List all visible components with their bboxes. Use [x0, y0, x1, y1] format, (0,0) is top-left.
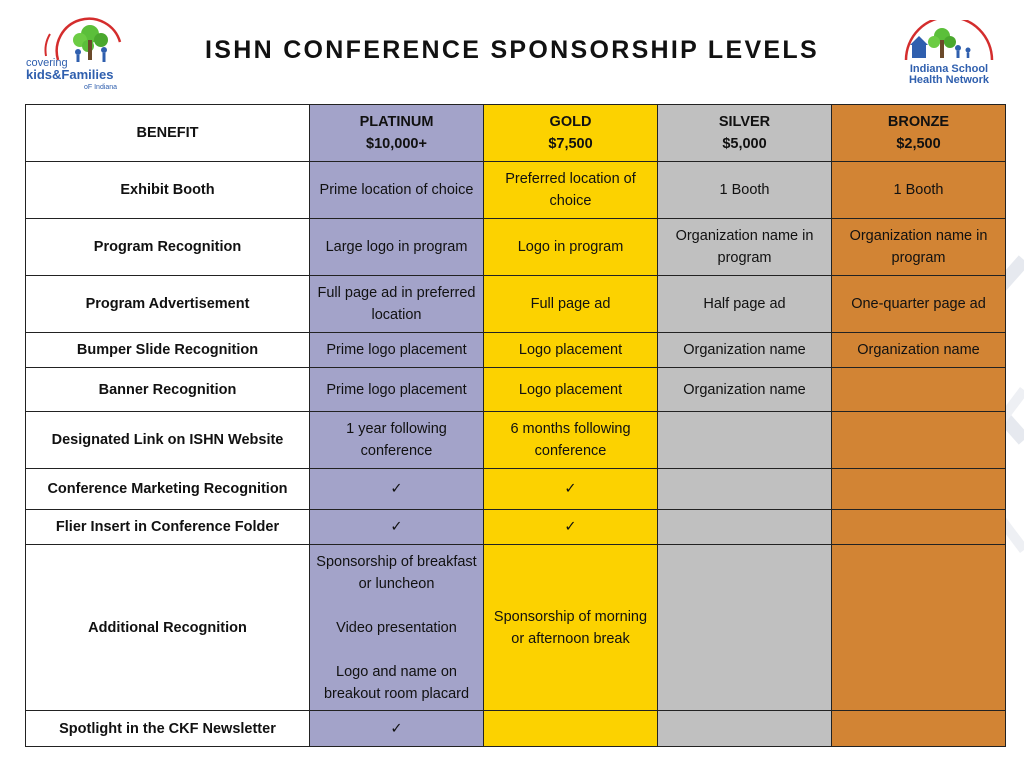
- cell-bronze: [832, 545, 1006, 711]
- cell-gold: Preferred location of choice: [484, 162, 658, 219]
- cell-platinum: Full page ad in preferred location: [310, 276, 484, 333]
- table-row: [26, 219, 1006, 276]
- cell-gold: Sponsorship of morning or afternoon break: [484, 545, 658, 711]
- cell-silver: Organization name: [658, 333, 832, 368]
- cell-platinum: Prime location of choice: [310, 162, 484, 219]
- sponsorship-table: [25, 104, 1006, 747]
- table-row: [26, 545, 1006, 711]
- benefit-name: Spotlight in the CKF Newsletter: [26, 711, 310, 747]
- benefit-name: Conference Marketing Recognition: [26, 469, 310, 510]
- tier-header-bronze: [832, 105, 1006, 162]
- cell-silver: Half page ad: [658, 276, 832, 333]
- cell-bronze: Organization name: [832, 333, 1006, 368]
- tier-header-gold: [484, 105, 658, 162]
- table-row: [26, 333, 1006, 368]
- cell-silver: Organization name: [658, 368, 832, 412]
- table-row: [26, 469, 1006, 510]
- cell-gold: Full page ad: [484, 276, 658, 333]
- cell-silver: [658, 545, 832, 711]
- tier-header-platinum: [310, 105, 484, 162]
- cell-silver: [658, 510, 832, 545]
- cell-platinum: Prime logo placement: [310, 333, 484, 368]
- table-row: [26, 276, 1006, 333]
- cell-platinum: Large logo in program: [310, 219, 484, 276]
- ishn-logo: [898, 20, 1000, 90]
- cell-silver: [658, 469, 832, 510]
- table-row: [26, 510, 1006, 545]
- benefit-name: Designated Link on ISHN Website: [26, 412, 310, 469]
- cell-silver: [658, 711, 832, 747]
- ckf-logo-line3: oF Indiana: [84, 84, 118, 91]
- additional-recognition-item: Logo and name on breakout room placard: [323, 663, 470, 702]
- checkmark-icon: ✓: [310, 711, 484, 747]
- cell-bronze: One-quarter page ad: [832, 276, 1006, 333]
- ishn-logo-line2: Health Network: [908, 74, 990, 86]
- ishn-logo-line1: Indiana School: [909, 63, 989, 75]
- benefit-name: Additional Recognition: [26, 545, 310, 711]
- checkmark-icon: ✓: [310, 469, 484, 510]
- cell-bronze: [832, 469, 1006, 510]
- cell-platinum: Prime logo placement: [310, 368, 484, 412]
- cell-gold: Logo placement: [484, 368, 658, 412]
- cell-gold: Logo placement: [484, 333, 658, 368]
- tier-name: SILVER: [718, 114, 771, 130]
- checkmark-icon: ✓: [484, 469, 658, 510]
- table-row: [26, 711, 1006, 747]
- header-row: [26, 105, 1006, 162]
- tier-price: $2,500: [896, 136, 941, 152]
- cell-platinum: 1 year following conference: [310, 412, 484, 469]
- benefit-name: Program Recognition: [26, 219, 310, 276]
- cell-platinum: [310, 545, 484, 711]
- benefit-name: Exhibit Booth: [26, 162, 310, 219]
- ckf-logo-line2: kids&Families: [26, 67, 114, 82]
- tier-price: $10,000+: [366, 136, 427, 152]
- benefit-name: Bumper Slide Recognition: [26, 333, 310, 368]
- additional-recognition-item: Sponsorship of breakfast or luncheon: [316, 553, 477, 592]
- benefit-header: BENEFIT: [26, 105, 310, 162]
- benefit-name: Flier Insert in Conference Folder: [26, 510, 310, 545]
- tier-name: BRONZE: [887, 114, 950, 130]
- cell-bronze: 1 Booth: [832, 162, 1006, 219]
- cell-silver: Organization name in program: [658, 219, 832, 276]
- ckf-logo-line1: covering: [26, 57, 68, 69]
- tier-price: $7,500: [548, 136, 593, 152]
- tier-name: GOLD: [549, 114, 592, 130]
- cell-bronze: [832, 368, 1006, 412]
- page-title: ISHN CONFERENCE SPONSORSHIP LEVELS: [205, 36, 819, 64]
- table-row: [26, 162, 1006, 219]
- benefit-name: Program Advertisement: [26, 276, 310, 333]
- cell-silver: [658, 412, 832, 469]
- benefit-name: Banner Recognition: [26, 368, 310, 412]
- cell-bronze: [832, 711, 1006, 747]
- table-row: [26, 368, 1006, 412]
- cell-silver: 1 Booth: [658, 162, 832, 219]
- cell-gold: [484, 711, 658, 747]
- additional-recognition-item: Video presentation: [336, 619, 457, 636]
- cell-bronze: Organization name in program: [832, 219, 1006, 276]
- tier-price: $5,000: [722, 136, 767, 152]
- cell-gold: 6 months following conference: [484, 412, 658, 469]
- checkmark-icon: ✓: [484, 510, 658, 545]
- tier-header-silver: [658, 105, 832, 162]
- cell-bronze: [832, 412, 1006, 469]
- table-row: [26, 412, 1006, 469]
- cell-gold: Logo in program: [484, 219, 658, 276]
- cell-bronze: [832, 510, 1006, 545]
- tier-name: PLATINUM: [359, 114, 434, 130]
- checkmark-icon: ✓: [310, 510, 484, 545]
